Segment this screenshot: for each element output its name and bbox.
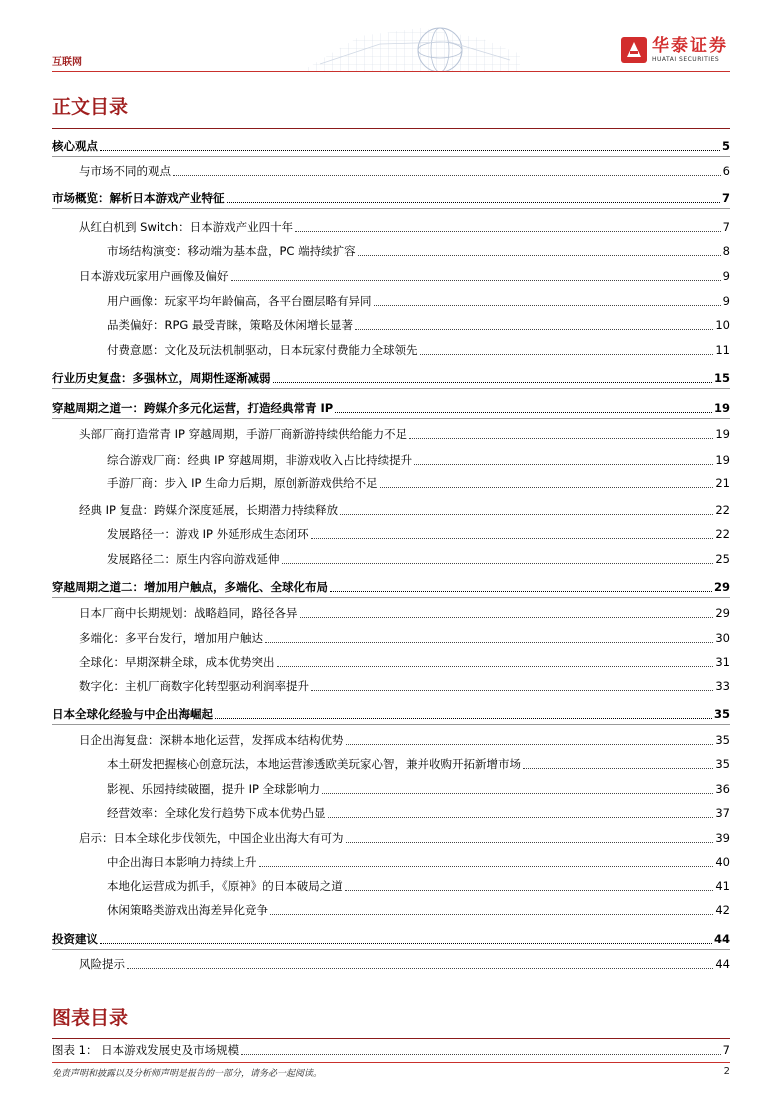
toc-entry-title: 本土研发把握核心创意玩法，本地运营渗透欧美玩家心智，兼并收购开拓新增市场 xyxy=(107,757,521,771)
figure-entry-page: 7 xyxy=(722,1043,730,1057)
toc-chapter-divider xyxy=(52,388,730,389)
toc-entry-page: 40 xyxy=(715,855,730,869)
toc-entry-page: 44 xyxy=(713,932,730,946)
toc-entry[interactable] xyxy=(52,779,730,797)
toc-entry[interactable] xyxy=(52,954,730,972)
toc-entry-title: 全球化：早期深耕全球，成本优势突出 xyxy=(79,655,275,669)
report-section-label: 互联网 xyxy=(52,57,82,68)
toc-entry-title: 从红白机到 Switch：日本游戏产业四十年 xyxy=(79,220,294,234)
toc-entry[interactable] xyxy=(52,266,730,284)
toc-leader-dots xyxy=(215,718,712,719)
figure-leader-dots xyxy=(241,1054,721,1055)
disclaimer-note: 免责声明和披露以及分析师声明是报告的一部分，请务必一起阅读。 xyxy=(52,1069,323,1079)
toc-leader-dots xyxy=(273,382,712,383)
toc-leader-dots xyxy=(300,617,714,618)
toc-entry-title: 启示：日本全球化步伐领先，中国企业出海大有可为 xyxy=(79,831,344,845)
toc-entry-title: 中企出海日本影响力持续上升 xyxy=(107,855,257,869)
toc-entry-title: 数字化：主机厂商数字化转型驱动利润率提升 xyxy=(79,679,309,693)
toc-entry-page: 29 xyxy=(715,606,730,620)
toc-leader-dots xyxy=(346,744,714,745)
toc-leader-dots xyxy=(231,280,721,281)
toc-entry-page: 9 xyxy=(722,269,730,283)
toc-entry-page: 25 xyxy=(715,552,730,566)
toc-chapter-divider xyxy=(52,418,730,419)
toc-entry[interactable] xyxy=(52,473,730,491)
toc-leader-dots xyxy=(523,768,713,769)
toc-entry[interactable] xyxy=(52,291,730,309)
toc-leader-dots xyxy=(265,642,713,643)
toc-leader-dots xyxy=(227,202,720,203)
toc-entry-title: 穿越周期之道一：跨媒介多元化运营，打造经典常青 IP xyxy=(52,401,334,415)
toc-entry-page: 7 xyxy=(721,191,730,205)
toc-chapter-divider xyxy=(52,156,730,157)
toc-entry-page: 15 xyxy=(713,371,730,385)
toc-leader-dots xyxy=(345,890,714,891)
toc-entry-page: 21 xyxy=(715,476,730,490)
toc-entry[interactable] xyxy=(52,315,730,333)
toc-leader-dots xyxy=(295,231,720,232)
toc-entry-page: 7 xyxy=(722,220,730,234)
toc-entry-title: 付费意愿：文化及玩法机制驱动，日本玩家付费能力全球领先 xyxy=(107,343,418,357)
logo-chinese-name: 华泰证券 xyxy=(652,36,728,56)
toc-title: 正文目录 xyxy=(52,96,129,118)
toc-entry-title: 风险提示 xyxy=(79,957,125,971)
toc-entry-title: 头部厂商打造常青 IP 穿越周期，手游厂商新游持续供给能力不足 xyxy=(79,427,408,441)
toc-leader-dots xyxy=(328,817,714,818)
toc-entry[interactable] xyxy=(52,161,730,179)
toc-entry-page: 41 xyxy=(715,879,730,893)
huatai-logo xyxy=(621,36,728,64)
toc-leader-dots xyxy=(409,438,713,439)
toc-entry-page: 10 xyxy=(715,318,730,332)
toc-entry[interactable] xyxy=(52,730,730,748)
toc-chapter-divider xyxy=(52,208,730,209)
toc-entry-title: 日本游戏玩家用户画像及偏好 xyxy=(79,269,229,283)
toc-leader-dots xyxy=(420,354,714,355)
toc-entry-title: 日本厂商中长期规划：战略趋同，路径各异 xyxy=(79,606,298,620)
toc-entry-title: 与市场不同的观点 xyxy=(79,164,171,178)
toc-leader-dots xyxy=(358,255,721,256)
page-number: 2 xyxy=(723,1066,730,1077)
toc-leader-dots xyxy=(311,538,714,539)
toc-chapter-divider xyxy=(52,949,730,950)
toc-entry[interactable] xyxy=(52,929,730,947)
huatai-logo-icon xyxy=(621,37,647,63)
toc-entry-title: 多端化：多平台发行，增加用户触达 xyxy=(79,631,263,645)
toc-entry[interactable] xyxy=(52,217,730,235)
toc-entry[interactable] xyxy=(52,500,730,518)
toc-entry-page: 19 xyxy=(713,401,730,415)
toc-entry-page: 19 xyxy=(715,453,730,467)
toc-entry-page: 42 xyxy=(715,903,730,917)
toc-entry[interactable] xyxy=(52,704,730,722)
toc-entry[interactable] xyxy=(52,577,730,595)
toc-entry-title: 用户画像：玩家平均年龄偏高，各平台圈层略有异同 xyxy=(107,294,372,308)
logo-english-name: HUATAI SECURITIES xyxy=(652,56,720,63)
toc-entry[interactable] xyxy=(52,828,730,846)
toc-entry-title: 核心观点 xyxy=(52,139,98,153)
toc-entry-title: 穿越周期之道二：增加用户触点，多端化、全球化布局 xyxy=(52,580,328,594)
toc-leader-dots xyxy=(100,150,720,151)
toc-entry-page: 5 xyxy=(721,139,730,153)
header-divider xyxy=(52,71,730,72)
toc-entry-page: 37 xyxy=(715,806,730,820)
toc-chapter-divider xyxy=(52,597,730,598)
toc-entry[interactable] xyxy=(52,340,730,358)
toc-entry[interactable] xyxy=(52,803,730,821)
toc-entry[interactable] xyxy=(52,876,730,894)
toc-entry-title: 综合游戏厂商：经典 IP 穿越周期，非游戏收入占比持续提升 xyxy=(107,453,413,467)
toc-entry[interactable] xyxy=(52,398,730,416)
toc-entry-page: 22 xyxy=(715,503,730,517)
toc-entry-page: 8 xyxy=(722,244,730,258)
toc-entry[interactable] xyxy=(52,549,730,567)
toc-leader-dots xyxy=(259,866,714,867)
footer-divider xyxy=(52,1062,730,1063)
toc-entry-title: 发展路径一：游戏 IP 外延形成生态闭环 xyxy=(107,527,309,541)
toc-entry-title: 日本全球化经验与中企出海崛起 xyxy=(52,707,213,721)
toc-entry[interactable] xyxy=(52,628,730,646)
toc-entry[interactable] xyxy=(52,136,730,154)
toc-entry-title: 影视、乐园持续破圈，提升 IP 全球影响力 xyxy=(107,782,321,796)
toc-entry-title: 手游厂商：步入 IP 生命力后期，原创新游戏供给不足 xyxy=(107,476,378,490)
toc-entry[interactable] xyxy=(52,852,730,870)
toc-leader-dots xyxy=(173,175,721,176)
toc-title-divider xyxy=(52,128,730,129)
toc-entry-page: 29 xyxy=(713,580,730,594)
toc-entry[interactable] xyxy=(52,652,730,670)
toc-entry[interactable] xyxy=(52,450,730,468)
toc-entry-page: 35 xyxy=(713,707,730,721)
toc-leader-dots xyxy=(414,464,713,465)
figure-entry-title: 图表 1： 日本游戏发展史及市场规模 xyxy=(52,1043,240,1057)
toc-entry[interactable] xyxy=(52,754,730,772)
toc-leader-dots xyxy=(282,563,714,564)
toc-entry-title: 本地化运营成为抓手，《原神》的日本破局之道 xyxy=(107,879,343,893)
toc-entry-title: 市场结构演变：移动端为基本盘，PC 端持续扩容 xyxy=(107,244,356,258)
toc-leader-dots xyxy=(380,487,714,488)
toc-entry-page: 35 xyxy=(715,757,730,771)
toc-entry[interactable] xyxy=(52,241,730,259)
toc-entry-page: 39 xyxy=(715,831,730,845)
toc-chapter-divider xyxy=(52,724,730,725)
toc-leader-dots xyxy=(270,914,713,915)
toc-leader-dots xyxy=(374,305,721,306)
toc-entry-title: 日企出海复盘：深耕本地化运营，发挥成本结构优势 xyxy=(79,733,344,747)
toc-leader-dots xyxy=(330,591,712,592)
toc-entry-title: 市场概览：解析日本游戏产业特征 xyxy=(52,191,225,205)
figure-entry[interactable] xyxy=(52,1040,730,1058)
toc-entry-page: 44 xyxy=(715,957,730,971)
toc-leader-dots xyxy=(100,943,712,944)
figures-title-divider xyxy=(52,1038,730,1039)
toc-entry-page: 30 xyxy=(715,631,730,645)
toc-entry[interactable] xyxy=(52,603,730,621)
toc-leader-dots xyxy=(355,329,713,330)
toc-entry-page: 22 xyxy=(715,527,730,541)
toc-leader-dots xyxy=(277,666,714,667)
toc-leader-dots xyxy=(340,514,713,515)
toc-entry-page: 19 xyxy=(715,427,730,441)
toc-entry-title: 投资建议 xyxy=(52,932,98,946)
header-decoration-graphic xyxy=(300,24,520,72)
toc-entry-page: 33 xyxy=(715,679,730,693)
toc-leader-dots xyxy=(311,690,713,691)
toc-entry-page: 9 xyxy=(722,294,730,308)
toc-leader-dots xyxy=(322,793,713,794)
toc-entry[interactable] xyxy=(52,900,730,918)
toc-entry-page: 6 xyxy=(722,164,730,178)
toc-entry-title: 经典 IP 复盘：跨媒介深度延展，长期潜力持续释放 xyxy=(79,503,339,517)
toc-entry-page: 11 xyxy=(715,343,730,357)
toc-leader-dots xyxy=(127,968,713,969)
toc-entry[interactable] xyxy=(52,424,730,442)
toc-leader-dots xyxy=(346,842,714,843)
toc-leader-dots xyxy=(335,412,712,413)
figures-title: 图表目录 xyxy=(52,1007,129,1029)
toc-entry-title: 发展路径二：原生内容向游戏延伸 xyxy=(107,552,280,566)
toc-entry-title: 休闲策略类游戏出海差异化竞争 xyxy=(107,903,268,917)
toc-entry-title: 品类偏好：RPG 最受青睐，策略及休闲增长显著 xyxy=(107,318,353,332)
toc-entry-page: 35 xyxy=(715,733,730,747)
toc-entry-page: 36 xyxy=(715,782,730,796)
toc-entry-title: 行业历史复盘：多强林立，周期性逐渐减弱 xyxy=(52,371,271,385)
toc-entry[interactable] xyxy=(52,676,730,694)
toc-entry[interactable] xyxy=(52,188,730,206)
toc-entry[interactable] xyxy=(52,524,730,542)
toc-entry[interactable] xyxy=(52,368,730,386)
toc-entry-page: 31 xyxy=(715,655,730,669)
toc-entry-title: 经营效率：全球化发行趋势下成本优势凸显 xyxy=(107,806,326,820)
